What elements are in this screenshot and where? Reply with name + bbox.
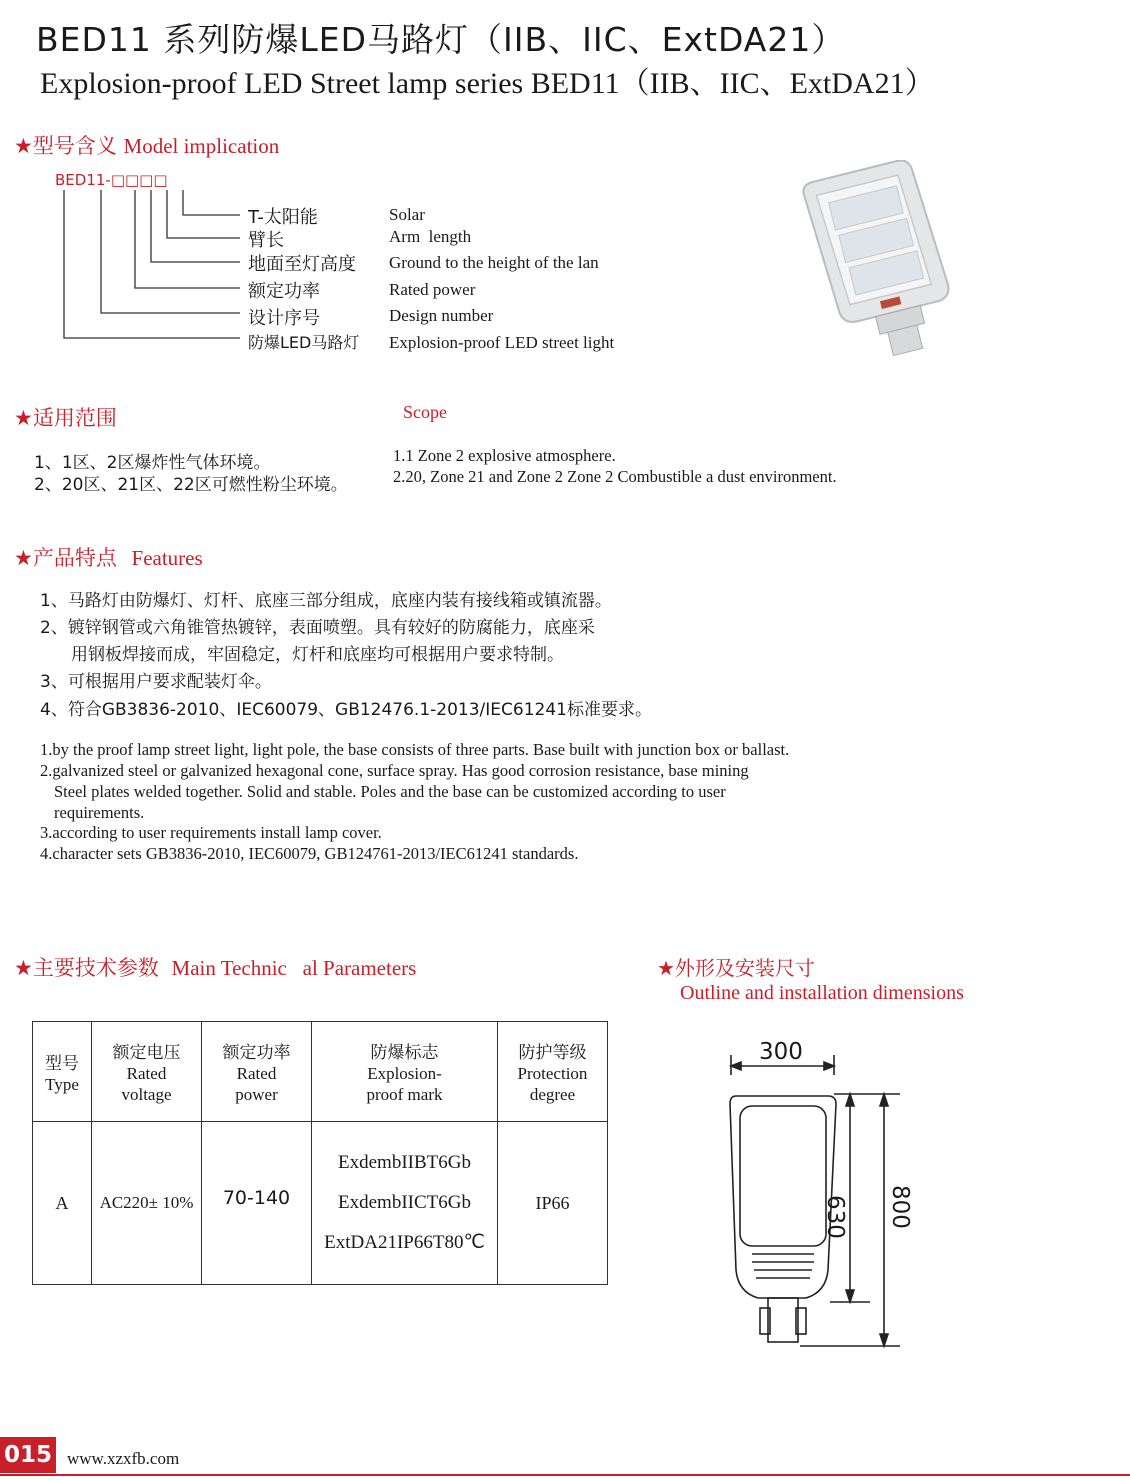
feature-item-en: 4.character sets GB3836-2010, IEC60079, GB124761-2013/IEC61241 standards.: [40, 844, 579, 863]
model-item-cn: 防爆LED马路灯: [248, 333, 360, 352]
model-item-cn: T-太阳能: [248, 207, 318, 228]
feature-item-en: 2.galvanized steel or galvanized hexagonal cone, surface spray. Has good corrosion resistance, base mining: [40, 761, 749, 780]
model-item-en: Explosion-proof LED street light: [389, 333, 615, 352]
header-protection: 防护等级 Protection degree: [498, 1022, 608, 1122]
page-title-cn: BED11 系列防爆LED马路灯（IIB、IIC、ExtDA21）: [36, 20, 846, 59]
dimension-height-total: 800: [887, 1185, 913, 1229]
model-item-en: Solar: [389, 205, 425, 224]
table-row: [33, 1122, 608, 1285]
scope-heading-en: Scope: [403, 402, 447, 422]
model-heading-cn: ★型号含义: [14, 134, 117, 158]
feature-item-en: Steel plates welded together. Solid and stable. Poles and the base can be customized according to user: [54, 782, 726, 801]
street-lamp-photo: [800, 160, 960, 370]
scope-item-cn: 1、1区、2区爆炸性气体环境。: [34, 453, 271, 473]
model-item-en: Rated power: [389, 280, 476, 299]
model-code-diagram: [0, 0, 260, 360]
feature-item-cn: 1、马路灯由防爆灯、灯杆、底座三部分组成，底座内装有接线箱或镇流器。: [40, 591, 612, 611]
model-heading-en: Model implication: [123, 134, 280, 158]
model-item-en: Ground to the height of the lan: [389, 253, 599, 272]
model-item-cn: 额定功率: [248, 281, 320, 302]
features-heading-cn: ★产品特点: [14, 546, 117, 570]
model-item-en: Design number: [389, 306, 494, 325]
model-code: BED11-□□□□: [55, 171, 168, 189]
feature-item-cn: 2、镀锌钢管或六角锥管热镀锌，表面喷塑。具有较好的防腐能力，底座采: [40, 618, 595, 638]
feature-item-en: 3.according to user requirements install lamp cover.: [40, 823, 382, 842]
model-item-cn: 地面至灯高度: [248, 254, 356, 275]
header-ex-mark: 防爆标志 Explosion- proof mark: [312, 1022, 498, 1122]
feature-item-cn: 3、可根据用户要求配装灯伞。: [40, 672, 272, 692]
cell-power: 70-140: [202, 1122, 312, 1285]
dimensions-heading-en: Outline and installation dimensions: [680, 982, 964, 1004]
header-power: 额定功率 Rated power: [202, 1022, 312, 1122]
feature-item-cn: 4、符合GB3836-2010、IEC60079、GB12476.1-2013/IEC61241标准要求。: [40, 700, 652, 720]
scope-heading-cn: ★适用范围: [14, 406, 117, 430]
website-link[interactable]: www.xzxfb.com: [67, 1449, 180, 1468]
scope-item-cn: 2、20区、21区、22区可燃性粉尘环境。: [34, 475, 348, 495]
table-header-row: [33, 1022, 608, 1122]
page-title-en: Explosion-proof LED Street lamp series BED11（IIB、IIC、ExtDA21）: [40, 67, 935, 100]
cell-voltage: AC220± 10%: [92, 1122, 202, 1285]
features-heading-en: Features: [131, 546, 203, 570]
feature-item-en: 1.by the proof lamp street light, light pole, the base consists of three parts. Base built with junction box or ballast.: [40, 740, 790, 759]
scope-item-en: 1.1 Zone 2 explosive atmosphere.: [393, 446, 616, 465]
feature-item-en: requirements.: [54, 803, 145, 822]
scope-item-en: 2.20, Zone 21 and Zone 2 Zone 2 Combustible a dust environment.: [393, 467, 837, 486]
params-heading-en: Main Technic al Parameters: [171, 956, 417, 980]
header-voltage: 额定电压 Rated voltage: [92, 1022, 202, 1122]
features-heading: [14, 542, 203, 572]
feature-item-cn: 用钢板焊接而成，牢固稳定，灯杆和底座均可根据用户要求特制。: [71, 645, 564, 665]
cell-protection: IP66: [498, 1122, 608, 1285]
params-heading: [14, 952, 416, 982]
header-type: 型号 Type: [33, 1022, 92, 1122]
model-item-cn: 臂长: [248, 230, 284, 251]
dimension-width: 300: [759, 1039, 803, 1065]
dimension-height-head: 630: [822, 1195, 848, 1239]
model-item-en: Arm length: [389, 227, 472, 246]
footer-divider: [0, 1474, 1130, 1476]
dimensions-heading-cn: ★外形及安装尺寸: [657, 956, 815, 980]
cell-type: A: [33, 1122, 92, 1285]
params-heading-cn: ★主要技术参数: [14, 956, 159, 980]
page-number: 015: [0, 1437, 56, 1473]
params-table: [32, 1021, 608, 1285]
cell-ex-mark: ExdembIIBT6Gb ExdembIICT6Gb ExtDA21IP66T80℃: [312, 1122, 498, 1285]
model-item-cn: 设计序号: [248, 308, 320, 329]
